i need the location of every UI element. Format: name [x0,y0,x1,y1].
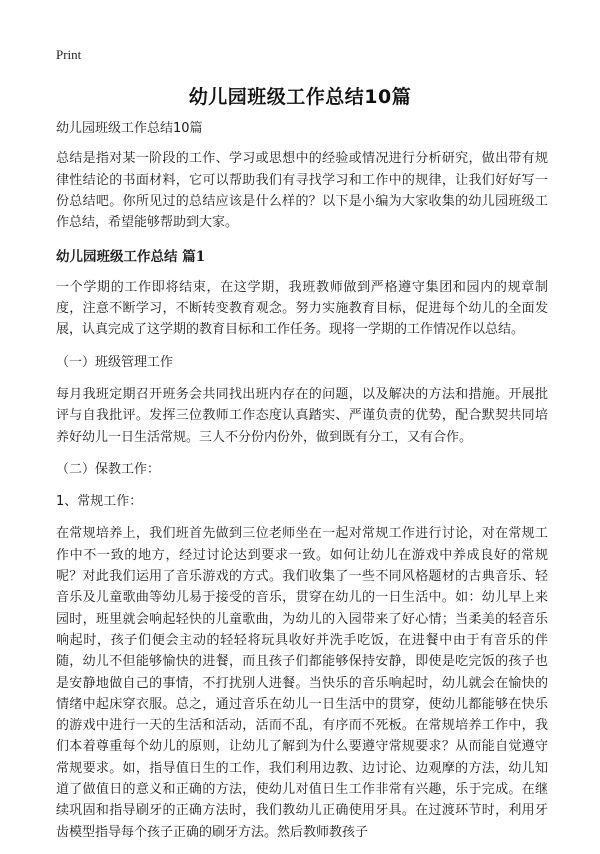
section-heading: 幼儿园班级工作总结 篇1 [56,249,206,266]
intro-paragraph: 总结是指对某一阶段的工作、学习或思想中的经验或情况进行分析研究，做出带有规律性结论的书面材料，它可以帮助我们有寻找学习和工作中的规律，让我们好好写一份总结吧。你所见过的总结应该是什么样的？以下是小编为大家收集的幼儿园班级工作总结，希望能够帮助到大家。 [56,151,548,231]
paragraph-3: 在常规培养上，我们班首先做到三位老师坐在一起对常规工作进行讨论，对在常规工作中不一致的地方，经过讨论达到要求一致。如何让幼儿在游戏中养成良好的常规呢？对此我们运用了音乐游戏的方式。我们收集了一些不同风格题材的古典音乐、轻音乐及儿童歌曲等幼儿易于接受的音乐，贯穿在幼儿的一日生活中。如：幼儿早上来园时，班里就会响起轻快的儿童歌曲，为幼儿的入园带来了好心情；当柔美的轻音乐响起时，孩子们便会主动的轻轻将玩具收好并洗手吃饭，在进餐中由于有音乐的伴随，幼儿不但能够愉快的进餐，而且孩子们都能够保持安静，即使是吃完饭的孩子也是安静地做自己的事情，不打扰别人进餐。当快乐的音乐响起时，幼儿就会在愉快的情绪中起床穿衣服。总之，通过音乐在幼儿一日生活中的贯穿，使幼儿都能够在快乐的游戏中进行一天的生活和活动，活而不乱，有序而不死板。在常规培养工作中，我们本着尊重每个幼儿的原则，让幼儿了解到为什么要遵守常规要求？从而能自觉遵守常规要求。如，指导值日生的工作，我们利用边教、边讨论、边观摩的方法，幼儿知道了做值日的意义和正确的方法，使幼儿对值日生工作非常有兴趣，乐于完成。在继续巩固和指导刷牙的正确方法时，我们教幼儿正确使用牙具。在过渡环节时，利用牙齿模型指导每个孩子正确的刷牙方法。然后教师教孩子 [56,526,548,840]
subheading-routine-work: 1、常规工作： [56,494,143,510]
paragraph-2: 每月我班定期召开班务会共同找出班内存在的问题，以及解决的方法和措施。开展批评与自我批评。发挥三位教师工作态度认真踏实、严谨负责的优势，配合默契共同培养好幼儿一日生活常规。三人不分份内份外，做到既有分工，又有合作。 [56,386,548,445]
subheading-care-education: （二）保教工作： [56,461,161,477]
article-subtitle: 幼儿园班级工作总结10篇 [56,121,203,136]
page-title: 幼儿园班级工作总结10篇 [188,86,412,108]
article-body [56,118,548,854]
paragraph-1: 一个学期的工作即将结束，在这学期，我班教师做到严格遵守集团和园内的规章制度，注意不断学习，不断转变教育观念。努力实施教育目标，促进每个幼儿的全面发展，认真完成了这学期的教育目标和工作任务。现将一学期的工作情况作以总结。 [56,279,548,338]
print-link[interactable]: Print [56,47,82,62]
subheading-class-management: （一）班级管理工作 [56,354,174,370]
